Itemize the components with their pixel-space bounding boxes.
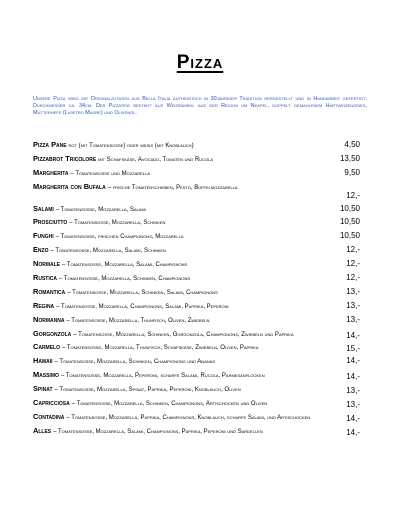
item-description: – Tomatensoße, Mozzarella, Schinken, Champignons, Artischocken und Oliven (71, 401, 268, 408)
item-description: – Tomatensoße, Mozzarella, Schinken, Champignons (58, 276, 191, 283)
item-description: – Tomatensoße, Mozzarella, Salami, Champignons (61, 262, 188, 269)
item-price: 14,- (346, 330, 360, 340)
menu-item (33, 246, 363, 255)
item-name: Romantica (33, 286, 66, 296)
item-description: – Tomatensoße und Mozzarella (70, 170, 150, 177)
item-price: 13,- (346, 286, 360, 296)
menu-item (33, 357, 363, 366)
item-description: – Tomatensoße, Mozzarella, Thunfisch, Oliven, Zwiebeln (66, 317, 210, 324)
item-description: – Tomatensoße, Mozzarella, Thunfisch, Schafskäse, Zwiebeln, Oliven, Paprika (61, 345, 259, 352)
item-price: 14,- (346, 427, 360, 437)
item-price: 9,50 (344, 167, 360, 177)
item-description: mit Schafskäse, Avocado, Tomaten und Rucola (98, 156, 214, 163)
item-description: – Tomatensoße, Mozzarella, Salami (55, 206, 146, 213)
item-name: Prosciutto (33, 217, 68, 227)
menu-item (33, 316, 363, 325)
item-name: Pizza Pane (33, 140, 67, 149)
item-name: Regina (33, 300, 55, 310)
item-description: – Tomatensoße, Mozzarella, Schinken, Gorgonzola, Champignons, Zwiebeln und Paprika (73, 331, 294, 338)
item-description: – Tomatensoße, Mozzarella, Schinken, Salami, Champignons (67, 289, 218, 296)
item-price: 13,- (346, 314, 360, 324)
menu-item (33, 385, 363, 394)
item-price: 15,- (346, 344, 360, 354)
item-description: rot (mit Tomatensoße) oder weiss (mit Knoblauch) (68, 143, 194, 149)
item-price: 14,- (346, 372, 360, 382)
item-description: – Tomatensoße, frischen Champignons, Mozzarella (55, 234, 184, 241)
item-name: Gorgonzola (33, 328, 72, 338)
item-name: Massimo (33, 370, 59, 380)
item-price: 13,- (346, 300, 360, 310)
menu-item (33, 218, 363, 227)
item-name: Normanna (33, 314, 65, 324)
item-description: – Tomatensoße, Mozzarella, Salami, Champignons, Paprika, Peperoni und Sardellen (53, 428, 263, 435)
menu-item (33, 183, 363, 200)
item-description: – Tomatensoße, Mozzarella, Champignons, Salami, Paprika, Peperoni (56, 303, 229, 310)
item-description: – Tomatensoße, Mozzarella, Paprika, Champignons, Knoblauch, scharfe Salami, und Artischocken (66, 414, 311, 421)
item-description: – Tomatensoße, Mozzarella, Schinken (69, 220, 166, 227)
item-description: – Tomatensoße, Mozzarella, Peperoni, scharfe Salami, Rucola, Parmesanflocken (60, 373, 265, 380)
menu-item (33, 413, 363, 422)
item-price: 13,- (346, 386, 360, 396)
item-description: – Tomatensoße, Mozzarella, Salami, Schinken (50, 248, 166, 255)
item-price: 13,- (346, 400, 360, 410)
menu-item (33, 260, 363, 269)
item-price: 12,- (346, 259, 360, 269)
item-name: Alles (33, 425, 52, 435)
item-price: 12,- (346, 190, 360, 200)
menu-item (33, 155, 363, 164)
item-description: – Tomatensoße, Mozzarella, Spinat, Paprika, Peperoni, Knoblauch, Oliven (54, 387, 241, 394)
menu-list (33, 141, 363, 436)
item-price: 14,- (346, 356, 360, 366)
menu-item (33, 399, 363, 408)
menu-item (33, 371, 363, 380)
page-title: Pizza (176, 52, 224, 73)
item-name: Funghi (33, 231, 54, 241)
item-price: 4,50 (344, 140, 360, 149)
item-name: Capricciosa (33, 398, 70, 408)
menu-item (33, 274, 363, 283)
item-name: Hawaii (33, 356, 53, 366)
item-name: Margherita con Bufala (33, 181, 106, 191)
intro-text: Unsere Pizza wird mit Originalzutaten aus Bella Italia authentisch in 30jähriger Tradition hergestellt und in Handarbeit gefertigt. Durchmesser ca. 34cm. Der Pizzateig besteht aus Weizenmehl aus der Region um Neapel, doppelt gemahlenem Hartweizengries, Mutterhefe (Livietro Madre) und Olivenöl. (33, 96, 367, 117)
item-name: Contadina (33, 411, 65, 421)
item-name: Rustica (33, 273, 57, 283)
item-price: 12,- (346, 273, 360, 283)
item-name: Normale (33, 259, 61, 269)
menu-item (33, 141, 363, 150)
item-name: Salami (33, 203, 54, 213)
item-price: 12,- (346, 245, 360, 255)
menu-item (33, 427, 363, 436)
menu-item (33, 343, 363, 352)
item-description: – frische Tomatenscheiben, Pesto, Büffelmozzarella (107, 184, 238, 191)
item-price: 10,50 (339, 217, 360, 227)
menu-item (33, 288, 363, 297)
item-price: 14,- (346, 413, 360, 423)
menu-item (33, 205, 363, 214)
item-name: Spinat (33, 384, 53, 394)
item-name: Carmelo (33, 342, 61, 352)
item-price: 10,50 (339, 231, 360, 241)
menu-item (33, 330, 363, 339)
menu-item (33, 302, 363, 311)
item-price: 13,50 (339, 153, 360, 163)
item-price: 10,50 (339, 203, 360, 213)
item-description: – Tomatensoße, Mozzarella, Schinken, Champignons und Ananas (54, 359, 216, 366)
menu-item (33, 169, 363, 178)
item-name: Enzo (33, 245, 49, 255)
item-name: Margherita (33, 167, 69, 177)
menu-item (33, 232, 363, 241)
item-name: Pizzabrot Tricolore (33, 153, 97, 163)
